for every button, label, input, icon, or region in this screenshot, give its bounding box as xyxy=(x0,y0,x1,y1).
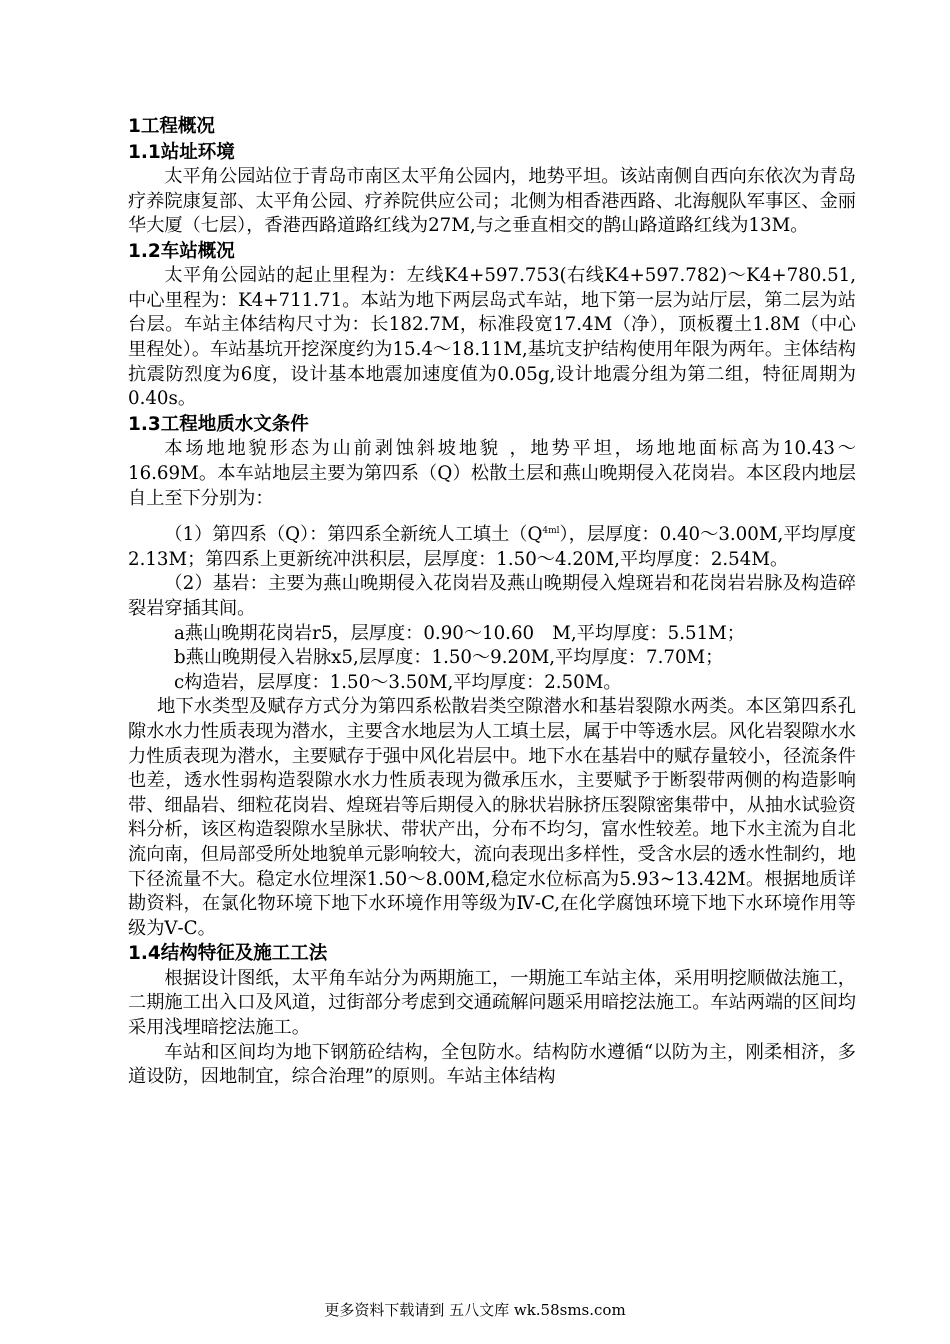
paragraph-waterproofing: 车站和区间均为地下钢筋砼结构，全包防水。结构防水遵循“以防为主，刚柔相济，多道设防，因地制宜，综合治理”的原则。车站主体结构 xyxy=(128,1041,856,1088)
paragraph-construction-method: 根据设计图纸，太平角车站分为两期施工，一期施工车站主体，采用明挖顺做法施工，二期施工出入口及风道，过街部分考虑到交通疏解问题采用暗挖法施工。车站两端的区间均采用浅埋暗挖法施工。 xyxy=(128,967,856,1038)
list-item-c: c构造岩，层厚度：1.50～3.50M,平均厚度：2.50M。 xyxy=(174,671,622,693)
paragraph-bedrock: （2）基岩：主要为燕山晚期侵入花岗岩及燕山晚期侵入煌斑岩和花岗岩岩脉及构造碎裂岩穿插其间。 xyxy=(128,573,856,619)
paragraph-site-environment: 太平角公园站位于青岛市南区太平角公园内，地势平坦。该站南侧自西向东依次为青岛疗养院康复部、太平角公园、疗养院供应公司；北侧为相香港西路、北海舰队军事区、金丽华大厦（七层），香港西路道路红线为27M,与之垂直相交的鹊山路道路红线为13M。 xyxy=(128,166,856,237)
section-heading-1-2: 1.2车站概况 xyxy=(128,240,235,262)
paragraph-station-overview: 太平角公园站的起止里程为：左线K4+597.753(右线K4+597.782)～K4+780.51,中心里程为：K4+711.71。本站为地下两层岛式车站，地下第一层为站厅层，第二层为站台层。车站主体结构尺寸为：长182.7M，标准段宽17.4M（净），顶板覆土1.8M（中心里程处）。车站基坑开挖深度约为15.4～18.11M,基坑支护结构使用年限为两年。主体结构抗震防烈度为6度，设计基本地震加速度值为0.05g,设计地震分组为第二组，特征周期为0.40s。 xyxy=(128,265,856,410)
paragraph-quaternary xyxy=(128,519,856,572)
chapter-heading: 1工程概况 xyxy=(128,116,215,137)
list-item-b: b燕山晚期侵入岩脉x5,层厚度：1.50～9.20M,平均厚度：7.70M； xyxy=(174,647,724,669)
quaternary-text-a: （1）第四系（Q）：第四系全新统人工填土（Q xyxy=(164,524,543,546)
quaternary-superscript: 4ml xyxy=(542,526,560,537)
quaternary-text-b: ），层厚度：0.40～3.00M,平均厚度2.13M；第四系上更新统冲洪积层，层厚度：1.50～4.20M,平均厚度：2.54M。 xyxy=(128,524,857,570)
document-body xyxy=(128,114,856,1090)
section-heading-1-3: 1.3工程地质水文条件 xyxy=(128,413,309,435)
section-heading-1-1: 1.1站址环境 xyxy=(128,141,235,163)
paragraph-groundwater: 地下水类型及赋存方式分为第四系松散岩类空隙潜水和基岩裂隙水两类。本区第四系孔隙水水力性质表现为潜水，主要含水地层为人工填土层，属于中等透水层。风化岩裂隙水水力性质表现为潜水，主要赋存于强中风化岩层中。地下水在基岩中的赋存量较小，径流条件也差，透水性弱构造裂隙水水力性质表现为微承压水，主要赋予于断裂带两侧的构造影响带、细晶岩、细粒花岗岩、煌斑岩等后期侵入的脉状岩脉挤压裂隙密集带中，从抽水试验资料分析，该区构造裂隙水呈脉状、带状产出，分布不均匀，富水性较差。地下水主流为自北流向南，但局部受所处地貌单元影响较大，流向表现出多样性，受含水层的透水性制约，地下径流量不大。稳定水位埋深1.50～8.00M,稳定水位标高为5.93~13.42M。根据地质详勘资料，在氯化物环境下地下水环境作用等级为Ⅳ-C,在化学腐蚀环境下地下水环境作用等级为Ⅴ-C。 xyxy=(128,696,856,939)
page-footer: 更多资料下载请到 五八文库 wk.58sms.com xyxy=(324,1301,626,1319)
list-item-a: a燕山晚期花岗岩r5，层厚度：0.90～10.60 M,平均厚度：5.51M； xyxy=(174,622,745,644)
section-heading-1-4: 1.4结构特征及施工工法 xyxy=(128,943,328,965)
paragraph-geology-intro: 本场地地貌形态为山前剥蚀斜坡地貌 ，地势平坦，场地地面标高为10.43～16.69M。本车站地层主要为第四系（Q）松散土层和燕山晚期侵入花岗岩。本区段内地层自上至下分别为： xyxy=(128,438,856,509)
